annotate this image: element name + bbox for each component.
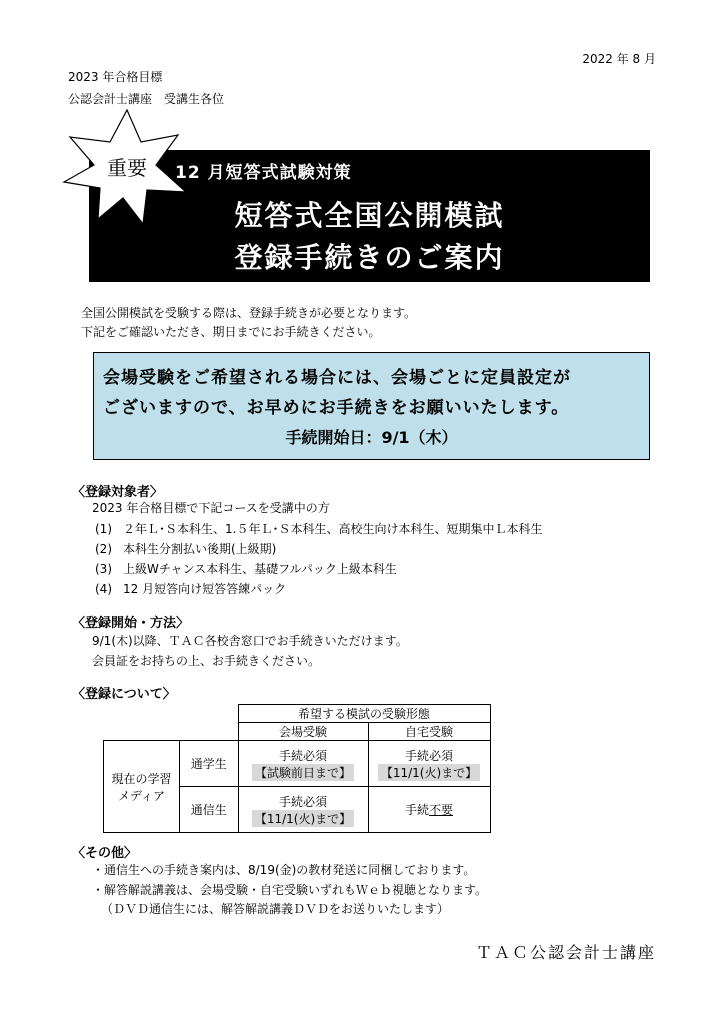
other-bullet1: ・通信生への手続き案内は、8/19(金)の教材発送に同梱しております。: [92, 863, 476, 877]
eligibility-heading: 〈登録対象者〉: [72, 485, 164, 500]
other-heading: 〈その他〉: [72, 846, 138, 861]
registration-heading: 〈登録について〉: [72, 687, 176, 702]
target-year: 2023 年合格目標: [68, 70, 163, 84]
cell-attend-home: 手続必須 【11/1(火)まで】: [368, 741, 490, 787]
row-header: 現在の学習 メディア: [104, 741, 180, 833]
list-item: (1) ２年Ｌ･Ｓ本科生、1.５年Ｌ･Ｓ本科生、高校生向け本科生、短期集中Ｌ本科生: [95, 522, 543, 536]
important-badge: [62, 108, 192, 226]
list-item: (3) 上級Wチャンス本科生、基礎フルパック上級本科生: [95, 562, 397, 576]
audience: 公認会計士講座 受講生各位: [68, 92, 225, 106]
intro-line1: 全国公開模試を受験する際は、登録手続きが必要となります。: [81, 306, 417, 320]
row-corresp: 通信生: [180, 787, 239, 833]
other-bullet2: ・解答解説講義は、会場受験・自宅受験いずれもＷｅｂ視聴となります。: [92, 883, 488, 897]
col-home: 自宅受験: [368, 723, 490, 741]
other-bullet2-sub: （ＤＶＤ通信生には、解答解説講義ＤＶＤをお送りいたします）: [101, 902, 450, 916]
notice-start-date: 手続開始日：9/1（木）: [285, 428, 458, 447]
method-line1: 9/1(木)以降、ＴＡＣ各校舎窓口でお手続きいただけます。: [92, 634, 408, 648]
registration-table: [103, 704, 491, 833]
list-item: (4) 12 月短答向け短答答練パック: [95, 582, 287, 596]
badge-label: 重要: [107, 156, 147, 180]
col-venue: 会場受験: [238, 723, 368, 741]
eligibility-lead: 2023 年合格目標で下記コースを受講中の方: [92, 501, 330, 515]
notice-line1: 会場受験をご希望される場合には、会場ごとに定員設定が: [103, 368, 571, 388]
cell-corresp-home: 手続不要: [368, 787, 490, 833]
list-item: (2) 本科生分割払い後期(上級期): [95, 542, 277, 556]
method-heading: 〈登録開始・方法〉: [72, 616, 190, 631]
banner-subtitle: 12 月短答式試験対策: [175, 163, 352, 183]
group-header: 希望する模試の受験形態: [238, 705, 490, 723]
notice-box: [93, 352, 650, 460]
row-attend: 通学生: [180, 741, 239, 787]
notice-line2: ございますので、お早めにお手続きをお願いいたします。: [103, 398, 570, 418]
banner-title-line1: 短答式全国公開模試: [234, 199, 505, 232]
method-line2: 会員証をお持ちの上、お手続きください。: [92, 654, 321, 668]
document-date: 2022 年 8 月: [582, 52, 656, 66]
cell-attend-venue: 手続必須 【試験前日まで】: [238, 741, 368, 787]
banner-title-line2: 登録手続きのご案内: [234, 241, 505, 274]
footer-org: ＴＡＣ公認会計士講座: [475, 943, 656, 962]
intro-line2: 下記をご確認いただき、期日までにお手続きください。: [81, 325, 381, 339]
cell-corresp-venue: 手続必須 【11/1(火)まで】: [238, 787, 368, 833]
